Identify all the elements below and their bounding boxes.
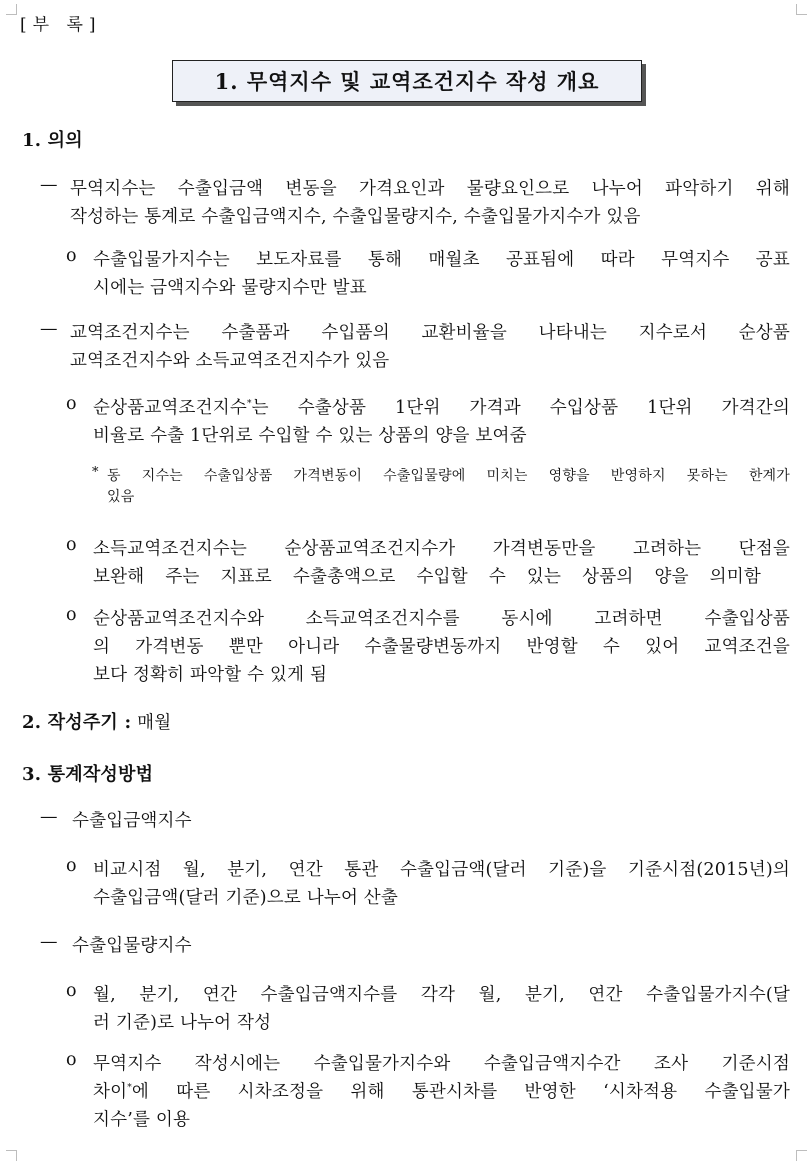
s3-bullet1-line1: 비교시점 월, 분기, 연간 통관 수출입금액(달러 기준)을 기준시점(2015년)의	[93, 860, 790, 880]
section-2-value: 매월	[137, 713, 172, 733]
bullet-marker: o	[66, 394, 77, 414]
s3-bullet3-line2	[93, 1078, 790, 1103]
s3-bullet2-line2: 러 기준)로 나누어 작성	[93, 1013, 272, 1033]
dash-marker: —	[40, 932, 58, 952]
section-3-heading: 3. 통계작성방법	[22, 764, 154, 785]
s1-note-line1: 동 지수는 수출입상품 가격변동이 수출입물량에 미치는 영향을 반영하지 못하는 한계가	[107, 468, 790, 484]
section-2-heading: 2. 작성주기 :	[22, 712, 132, 733]
crop-mark-top-right	[796, 4, 807, 15]
crop-mark-bottom-left	[6, 1150, 17, 1161]
s1-bullet4-line2: 의 가격변동 뿐만 아니라 수출물량변동까지 반영할 수 있어 교역조건을	[93, 637, 790, 657]
s3-dash1: 수출입금액지수	[72, 811, 192, 831]
crop-mark-bottom-right	[796, 1150, 807, 1161]
s3-bullet3-line1: 무역지수 작성시에는 수출입물가지수와 수출입금액지수간 조사 기준시점	[93, 1054, 790, 1074]
s3-bullet3-line3: 지수’를 이용	[93, 1110, 191, 1130]
s1-bullet2-line1	[93, 394, 790, 419]
bullet-marker: o	[66, 535, 77, 555]
s1-dash2-line2: 교역조건지수와 소득교역조건지수가 있음	[70, 351, 390, 371]
s1-note-line2: 있음	[107, 489, 135, 505]
footnote-marker: *	[127, 1083, 132, 1094]
footnote-marker: *	[246, 399, 252, 410]
s1-bullet1-line1: 수출입물가지수는 보도자료를 통해 매월초 공표됨에 따라 무역지수 공표	[93, 250, 790, 270]
crop-mark-top-left	[6, 4, 17, 15]
page-title	[172, 60, 642, 102]
s1-bullet2-line2: 비율로 수출 1단위로 수입할 수 있는 상품의 양을 보여줌	[93, 426, 527, 446]
s3-bullet1-line2: 수출입금액(달러 기준)으로 나누어 산출	[93, 888, 399, 908]
section-2-row	[22, 708, 171, 734]
s1-bullet3-line1: 소득교역조건지수는 순상품교역조건지수가 가격변동만을 고려하는 단점을	[93, 539, 790, 559]
s3-bullet3-text-b: 에 따른 시차조정을 위해 통관시차를 반영한 ‘시차적용 수출입물가	[131, 1082, 790, 1102]
s1-dash1-line1: 무역지수는 수출입금액 변동을 가격요인과 물량요인으로 나누어 파악하기 위해	[70, 179, 790, 199]
note-marker: *	[92, 465, 99, 480]
s3-dash2: 수출입물량지수	[72, 936, 192, 956]
dash-marker: —	[40, 319, 58, 339]
section-1-heading: 1. 의의	[22, 130, 83, 151]
s1-dash2-line1: 교역조건지수는 수출품과 수입품의 교환비율을 나타내는 지수로서 순상품	[70, 323, 790, 343]
bullet-marker: o	[66, 605, 77, 625]
s1-bullet2-text-b: 는 수출상품 1단위 가격과 수입상품 1단위 가격간의	[251, 398, 790, 418]
page-title-text: 1. 무역지수 및 교역조건지수 작성 개요	[214, 69, 600, 94]
dash-marker: —	[40, 175, 58, 195]
bullet-marker: o	[66, 246, 77, 266]
s1-bullet2-text-a: 순상품교역조건지수	[93, 398, 247, 418]
dash-marker: —	[40, 807, 58, 827]
s1-bullet1-line2: 시에는 금액지수와 물량지수만 발표	[93, 278, 367, 298]
s1-bullet3-line2: 보완해 주는 지표로 수출총액으로 수입할 수 있는 상품의 양을 의미함	[93, 567, 761, 587]
s3-bullet3-text-a: 차이	[93, 1082, 128, 1102]
s1-bullet4-line1: 순상품교역조건지수와 소득교역조건지수를 동시에 고려하면 수출입상품	[93, 609, 790, 629]
bullet-marker: o	[66, 856, 77, 876]
appendix-label: [부 록]	[20, 15, 102, 35]
bullet-marker: o	[66, 1050, 77, 1070]
bullet-marker: o	[66, 981, 77, 1001]
s1-bullet4-line3: 보다 정확히 파악할 수 있게 됨	[93, 665, 328, 685]
s3-bullet2-line1: 월, 분기, 연간 수출입금액지수를 각각 월, 분기, 연간 수출입물가지수(달	[93, 985, 790, 1005]
s1-dash1-line2: 작성하는 통계로 수출입금액지수, 수출입물량지수, 수출입물가지수가 있음	[70, 207, 641, 227]
